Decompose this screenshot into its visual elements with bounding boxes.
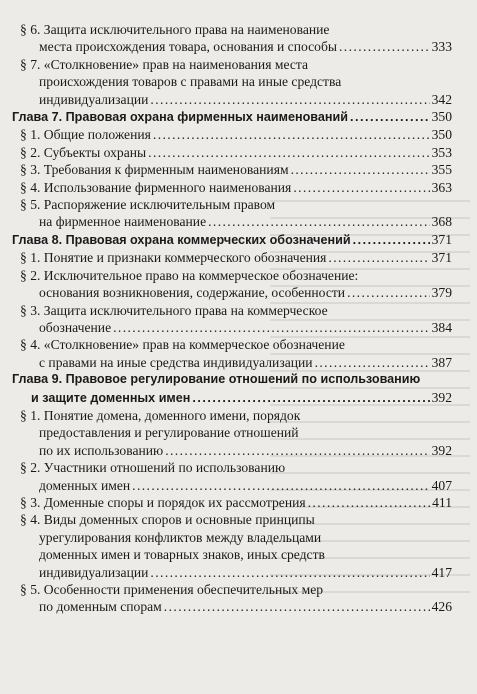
dot-leader — [291, 161, 430, 178]
dot-leader — [293, 179, 429, 196]
toc-entry-text: § 3. Требования к фирменным наименованиям — [20, 162, 289, 178]
toc-page-number: 387 — [431, 354, 452, 370]
toc-line — [20, 546, 452, 563]
toc-entry-text: § 1. Понятие и признаки коммерческого обозначения — [20, 250, 327, 266]
toc-line — [20, 21, 452, 38]
toc-page-number: 392 — [431, 442, 452, 458]
toc-line — [20, 179, 452, 196]
toc-page-number: 353 — [431, 144, 452, 160]
table-of-contents — [12, 21, 452, 616]
toc-section — [12, 494, 452, 511]
toc-line — [20, 424, 452, 441]
toc-line — [20, 442, 452, 459]
toc-section — [12, 581, 452, 616]
toc-page-number: 407 — [431, 477, 452, 493]
toc-line — [20, 407, 452, 424]
toc-entry-text: § 7. «Столкновение» прав на наименования места — [20, 56, 309, 72]
dot-leader — [113, 319, 430, 336]
toc-entry-text: индивидуализации — [39, 91, 149, 107]
toc-line — [20, 144, 452, 161]
toc-section — [12, 196, 452, 231]
toc-page-number: 379 — [431, 285, 452, 301]
toc-chapter — [12, 231, 452, 249]
toc-entry-text: § 5. Особенности применения обеспечительных мер — [20, 582, 324, 597]
toc-section — [12, 459, 452, 494]
toc-page-number: 363 — [431, 179, 452, 195]
toc-page-number: 355 — [431, 162, 452, 178]
toc-section — [12, 179, 452, 196]
toc-line — [20, 336, 452, 353]
toc-line — [20, 38, 452, 55]
toc-page-number: 371 — [431, 250, 452, 266]
toc-line — [20, 196, 452, 213]
dot-leader — [132, 477, 429, 494]
toc-entry-text: доменных имен — [39, 477, 131, 493]
toc-line — [20, 267, 452, 284]
toc-entry-text: места происхождения товара, основания и способы — [39, 39, 337, 55]
toc-section — [12, 336, 452, 371]
toc-section — [12, 249, 452, 266]
toc-page-number: 417 — [431, 564, 452, 580]
toc-line — [20, 354, 452, 371]
toc-page-number: 371 — [431, 231, 452, 247]
toc-chapter — [12, 371, 452, 407]
toc-entry-text: предоставления и регулирование отношений — [39, 425, 299, 441]
dot-leader — [165, 442, 429, 459]
toc-line — [20, 249, 452, 266]
toc-line — [20, 529, 452, 546]
dot-leader — [347, 284, 430, 301]
toc-entry-text: урегулирования конфликтов между владельцами — [39, 529, 322, 545]
toc-entry-text: § 4. «Столкновение» прав на коммерческое обозначение — [20, 337, 345, 353]
toc-entry-text: § 6. Защита исключительного права на наименование — [20, 22, 330, 37]
toc-section — [12, 126, 452, 143]
toc-page-number: 333 — [431, 39, 452, 55]
toc-page-number: 411 — [432, 494, 452, 510]
toc-line — [12, 371, 452, 388]
dot-leader — [148, 144, 429, 161]
toc-entry-text: § 3. Доменные споры и порядок их рассмотрения — [20, 494, 306, 510]
toc-entry-text: по их использованию — [39, 442, 164, 458]
toc-page-number: 350 — [431, 127, 452, 143]
toc-entry-text: обозначение — [39, 319, 112, 335]
toc-page-number: 342 — [431, 91, 452, 107]
toc-entry-text: Глава 9. Правовое регулирование отношений по использованию — [12, 372, 421, 387]
toc-entry-text: § 3. Защита исключительного права на коммерческое — [20, 302, 328, 318]
dot-leader — [339, 38, 430, 55]
toc-entry-text: § 2. Субъекты охраны — [20, 144, 147, 160]
toc-line — [12, 231, 452, 249]
dot-leader — [315, 354, 430, 371]
toc-section — [12, 56, 452, 108]
toc-entry-text: доменных имен и товарных знаков, иных средств — [39, 547, 325, 563]
toc-section — [12, 267, 452, 302]
dot-leader — [150, 91, 429, 108]
toc-line — [20, 564, 452, 581]
toc-section — [12, 144, 452, 161]
dot-leader — [350, 109, 430, 126]
toc-section — [12, 302, 452, 337]
toc-line — [20, 91, 452, 108]
toc-line — [20, 213, 452, 230]
toc-page-number: 392 — [431, 389, 452, 405]
dot-leader — [164, 598, 430, 615]
toc-entry-text: § 1. Общие положения — [20, 127, 151, 143]
toc-entry-text: § 2. Исключительное право на коммерческое обозначение: — [20, 267, 359, 283]
toc-line — [20, 284, 452, 301]
toc-section — [12, 161, 452, 178]
toc-page-number: 426 — [431, 599, 452, 615]
toc-line — [20, 302, 452, 319]
toc-page-number: 368 — [431, 214, 452, 230]
toc-entry-text: § 4. Виды доменных споров и основные принципы — [20, 512, 315, 528]
toc-line — [20, 56, 452, 73]
toc-line — [20, 598, 452, 615]
toc-page-number: 350 — [431, 109, 452, 125]
dot-leader — [208, 213, 430, 230]
toc-line — [20, 161, 452, 178]
toc-section — [12, 21, 452, 56]
toc-entry-text: § 1. Понятие домена, доменного имени, порядок — [20, 407, 301, 423]
toc-chapter — [12, 108, 452, 126]
toc-line — [20, 511, 452, 528]
toc-entry-text: § 4. Использование фирменного наименования — [20, 179, 292, 195]
toc-entry-text: происхождения товаров с правами на иные средства — [39, 74, 342, 90]
toc-entry-text: и защите доменных имен — [31, 390, 191, 405]
toc-entry-text: с правами на иные средства индивидуализации — [39, 354, 313, 370]
toc-entry-text: Глава 7. Правовая охрана фирменных наименований — [12, 110, 348, 125]
toc-section — [12, 511, 452, 581]
toc-entry-text: индивидуализации — [39, 564, 149, 580]
dot-leader — [308, 494, 430, 511]
toc-line — [20, 581, 452, 598]
toc-entry-text: основания возникновения, содержание, особенности — [39, 285, 346, 301]
toc-line — [20, 459, 452, 476]
dot-leader — [153, 126, 430, 143]
toc-line — [20, 477, 452, 494]
toc-line — [20, 126, 452, 143]
toc-entry-text: § 5. Распоряжение исключительным правом — [20, 197, 276, 213]
toc-line — [20, 494, 452, 511]
toc-entry-text: на фирменное наименование — [39, 214, 207, 230]
toc-line — [12, 108, 452, 126]
toc-line — [20, 319, 452, 336]
toc-section — [12, 407, 452, 459]
dot-leader — [328, 249, 429, 266]
dot-leader — [353, 232, 430, 249]
toc-entry-text: по доменным спорам — [39, 599, 162, 615]
dot-leader — [150, 564, 429, 581]
toc-entry-text: Глава 8. Правовая охрана коммерческих обозначений — [12, 232, 351, 247]
dot-leader — [192, 390, 429, 407]
toc-page-number: 384 — [431, 319, 452, 335]
toc-line — [12, 389, 452, 407]
toc-line — [20, 73, 452, 90]
toc-entry-text: § 2. Участники отношений по использованию — [20, 460, 286, 476]
